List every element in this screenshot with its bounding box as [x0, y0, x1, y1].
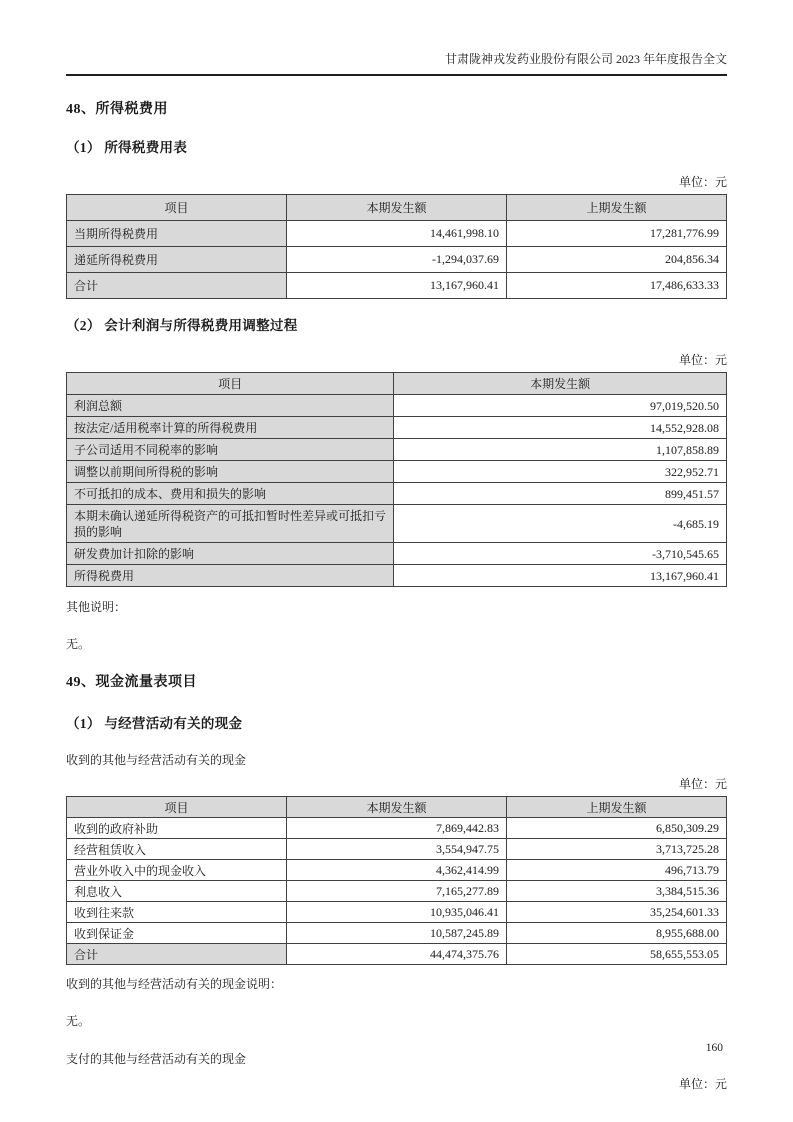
table-cell-item: 所得税费用: [67, 565, 394, 587]
table-cell-prior: 496,713.79: [507, 860, 727, 881]
table-cell-item: 按法定/适用税率计算的所得税费用: [67, 417, 394, 439]
table-row: [67, 543, 727, 565]
paid-cash-caption: 支付的其他与经营活动有关的现金: [66, 1052, 247, 1066]
received-cash-note-label: 收到的其他与经营活动有关的现金说明：: [66, 977, 283, 991]
table-row: [67, 505, 727, 543]
table-cell-item: 收到往来款: [67, 902, 287, 923]
table-row: [67, 483, 727, 505]
section-48-sub1-heading: （1） 所得税费用表: [66, 140, 188, 155]
table-cell-current: 7,869,442.83: [287, 818, 507, 839]
received-cash-note-value: 无。: [66, 1014, 91, 1028]
table-cell-current: 97,019,520.50: [394, 395, 727, 417]
received-other-operating-cash-table: [66, 796, 727, 965]
table-cell-prior: 8,955,688.00: [507, 923, 727, 944]
table-cell-item: 调整以前期间所得税的影响: [67, 461, 394, 483]
table-header-row: [67, 373, 727, 395]
table-row-total: [67, 944, 727, 965]
table-cell-current: 14,461,998.10: [287, 221, 507, 247]
table-cell-current: 13,167,960.41: [287, 273, 507, 299]
section-48-heading: 48、所得税费用: [66, 102, 168, 117]
table-cell-current: 10,587,245.89: [287, 923, 507, 944]
table-cell-item: 经营租赁收入: [67, 839, 287, 860]
unit-label: 单位：元: [678, 175, 727, 189]
table-row: [67, 818, 727, 839]
unit-label: 单位：元: [678, 777, 727, 791]
table-row: [67, 839, 727, 860]
table-cell-item: 利息收入: [67, 881, 287, 902]
table-header-cell: 项目: [67, 195, 287, 221]
table-cell-current: 10,935,046.41: [287, 902, 507, 923]
table-cell-item: 合计: [67, 273, 287, 299]
table-row-total: [67, 273, 727, 299]
table-cell-prior: 17,281,776.99: [507, 221, 727, 247]
table-cell-item: 当期所得税费用: [67, 221, 287, 247]
table-row: [67, 565, 727, 587]
table-cell-item: 不可抵扣的成本、费用和损失的影响: [67, 483, 394, 505]
table-row: [67, 860, 727, 881]
table-cell-current: 13,167,960.41: [394, 565, 727, 587]
table-cell-prior: 3,713,725.28: [507, 839, 727, 860]
table-header-cell: 上期发生额: [507, 195, 727, 221]
table-cell-item: 递延所得税费用: [67, 247, 287, 273]
table-cell-item: 研发费加计扣除的影响: [67, 543, 394, 565]
accounting-profit-adjustment-table: [66, 372, 727, 587]
income-tax-expense-table: [66, 194, 727, 299]
report-header-title: 甘肃陇神戎发药业股份有限公司 2023 年年度报告全文: [444, 52, 727, 66]
unit-label: 单位：元: [678, 1077, 727, 1091]
table-row: [67, 902, 727, 923]
page-number: 160: [705, 1042, 723, 1054]
table-cell-prior: 35,254,601.33: [507, 902, 727, 923]
table-header-cell: 本期发生额: [287, 797, 507, 818]
unit-label: 单位：元: [678, 353, 727, 367]
table-header-cell: 上期发生额: [507, 797, 727, 818]
table-cell-current: -3,710,545.65: [394, 543, 727, 565]
table-cell-item: 子公司适用不同税率的影响: [67, 439, 394, 461]
table-cell-item: 利润总额: [67, 395, 394, 417]
table-header-cell: 本期发生额: [394, 373, 727, 395]
table-row: [67, 221, 727, 247]
table-header-cell: 项目: [67, 373, 394, 395]
header-rule: [66, 74, 727, 76]
table-cell-item: 本期未确认递延所得税资产的可抵扣暂时性差异或可抵扣亏损的影响: [67, 505, 394, 543]
table-cell-item: 营业外收入中的现金收入: [67, 860, 287, 881]
table-cell-item: 收到保证金: [67, 923, 287, 944]
section-49-sub1-heading: （1） 与经营活动有关的现金: [66, 716, 243, 731]
table-row: [67, 395, 727, 417]
other-note-value: 无。: [66, 637, 91, 651]
other-note-label: 其他说明：: [66, 600, 127, 614]
table-cell-prior: 6,850,309.29: [507, 818, 727, 839]
table-cell-current: 322,952.71: [394, 461, 727, 483]
table-cell-item: 收到的政府补助: [67, 818, 287, 839]
received-cash-caption: 收到的其他与经营活动有关的现金: [66, 753, 247, 767]
table-row: [67, 461, 727, 483]
table-row: [67, 247, 727, 273]
table-header-row: [67, 195, 727, 221]
table-cell-prior: 3,384,515.36: [507, 881, 727, 902]
table-cell-prior: 58,655,553.05: [507, 944, 727, 965]
table-cell-current: 4,362,414.99: [287, 860, 507, 881]
table-cell-current: 7,165,277.89: [287, 881, 507, 902]
table-header-cell: 项目: [67, 797, 287, 818]
table-row: [67, 923, 727, 944]
table-cell-prior: 204,856.34: [507, 247, 727, 273]
table-header-row: [67, 797, 727, 818]
table-cell-current: 44,474,375.76: [287, 944, 507, 965]
section-48-sub2-heading: （2） 会计利润与所得税费用调整过程: [66, 318, 298, 333]
table-row: [67, 417, 727, 439]
table-cell-current: 1,107,858.89: [394, 439, 727, 461]
table-row: [67, 439, 727, 461]
table-cell-current: -1,294,037.69: [287, 247, 507, 273]
table-cell-item: 合计: [67, 944, 287, 965]
table-row: [67, 881, 727, 902]
table-cell-current: -4,685.19: [394, 505, 727, 543]
table-cell-current: 899,451.57: [394, 483, 727, 505]
table-cell-prior: 17,486,633.33: [507, 273, 727, 299]
section-49-heading: 49、现金流量表项目: [66, 675, 197, 690]
table-cell-current: 14,552,928.08: [394, 417, 727, 439]
table-header-cell: 本期发生额: [287, 195, 507, 221]
table-cell-current: 3,554,947.75: [287, 839, 507, 860]
